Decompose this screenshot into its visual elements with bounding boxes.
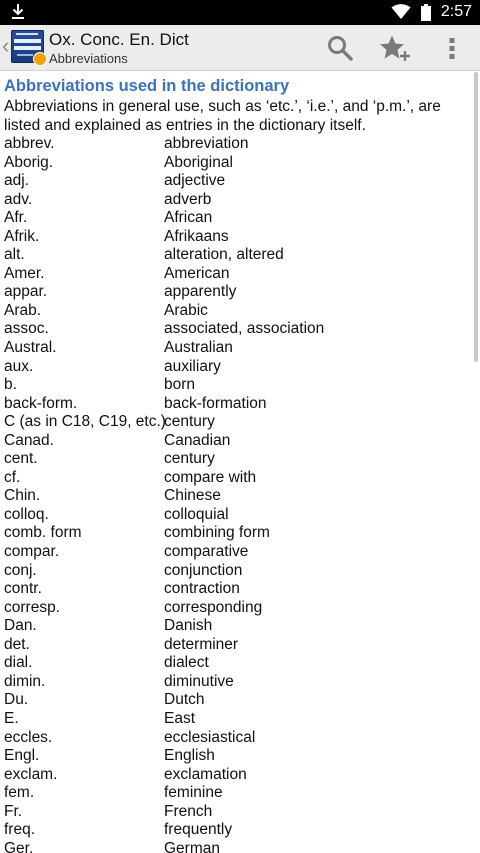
- abbreviation-term: Chin.: [4, 487, 41, 505]
- abbreviation-meaning: German: [164, 839, 220, 853]
- abbreviation-term: Ger.: [4, 839, 34, 853]
- page-subtitle: Abbreviations: [49, 51, 128, 66]
- abbreviation-term: Afrik.: [4, 227, 40, 245]
- abbreviation-term: back-form.: [4, 394, 78, 412]
- abbreviation-meaning: abbreviation: [164, 135, 249, 152]
- abbreviation-meaning: feminine: [164, 784, 223, 802]
- abbreviation-meaning: exclamation: [164, 765, 247, 783]
- abbreviation-meaning: alteration, altered: [164, 246, 284, 264]
- abbreviation-meaning: Aboriginal: [164, 153, 233, 171]
- abbreviation-term: Afr.: [4, 209, 28, 227]
- abbreviation-meaning: determiner: [164, 635, 239, 653]
- abbreviation-row: [0, 617, 472, 636]
- abbreviation-term: Du.: [4, 691, 29, 709]
- abbreviation-term: corresp.: [4, 598, 60, 616]
- abbreviation-meaning: century: [164, 413, 215, 431]
- abbreviation-meaning: diminutive: [164, 672, 234, 690]
- abbreviation-meaning: Arabic: [164, 301, 208, 319]
- abbreviation-row: [0, 395, 472, 414]
- status-bar: [0, 0, 480, 25]
- abbreviation-term: colloq.: [4, 505, 49, 523]
- abbreviation-row: [0, 246, 472, 265]
- battery-icon: [421, 4, 431, 21]
- abbreviation-term: E.: [4, 709, 19, 727]
- abbreviation-meaning: dialect: [164, 654, 209, 672]
- app-title: Ox. Conc. En. Dict: [49, 30, 189, 49]
- app-bar: [0, 25, 480, 71]
- abbreviation-term: exclam.: [4, 765, 58, 783]
- abbreviation-meaning: adjective: [164, 172, 226, 190]
- abbreviation-row: [0, 562, 472, 581]
- abbreviation-meaning: combining form: [164, 524, 270, 542]
- abbreviation-meaning: back-formation: [164, 394, 267, 412]
- abbreviation-term: C (as in C18, C19, etc.): [4, 413, 166, 431]
- abbreviation-row: [0, 654, 472, 673]
- abbreviation-term: abbrev.: [4, 135, 55, 152]
- abbreviation-row: [0, 154, 472, 173]
- abbreviation-term: freq.: [4, 821, 36, 839]
- abbreviation-term: aux.: [4, 357, 34, 375]
- abbreviation-meaning: English: [164, 747, 215, 765]
- abbreviation-row: [0, 710, 472, 729]
- abbreviation-term: conj.: [4, 561, 37, 579]
- abbreviation-meaning: associated, association: [164, 320, 325, 338]
- abbreviation-term: cf.: [4, 468, 21, 486]
- abbreviation-term: contr.: [4, 580, 42, 598]
- dictionary-logo-icon[interactable]: [11, 30, 44, 63]
- abbreviation-meaning: compare with: [164, 468, 257, 486]
- abbreviation-term: Amer.: [4, 264, 45, 282]
- abbreviation-meaning: frequently: [164, 821, 233, 839]
- abbreviation-row: [0, 691, 472, 710]
- abbreviation-row: [0, 358, 472, 377]
- abbreviation-row: [0, 506, 472, 525]
- abbreviation-meaning: born: [164, 376, 196, 394]
- abbreviation-term: Canad.: [4, 431, 54, 449]
- abbreviation-row: [0, 450, 472, 469]
- scrollbar[interactable]: [474, 72, 478, 362]
- abbreviation-term: Aborig.: [4, 153, 54, 171]
- abbreviation-meaning: American: [164, 264, 230, 282]
- abbreviation-meaning: conjunction: [164, 561, 243, 579]
- abbreviation-row: [0, 469, 472, 488]
- abbreviation-list: [0, 135, 472, 853]
- add-bookmark-star-icon[interactable]: [379, 34, 411, 62]
- abbreviation-meaning: auxiliary: [164, 357, 221, 375]
- abbreviation-meaning: French: [164, 802, 213, 820]
- abbreviation-row: [0, 599, 472, 618]
- abbreviation-term: compar.: [4, 543, 60, 561]
- abbreviation-row: [0, 376, 472, 395]
- abbreviation-term: dial.: [4, 654, 33, 672]
- abbreviation-row: [0, 339, 472, 358]
- abbreviation-term: fem.: [4, 784, 35, 802]
- abbreviation-term: cent.: [4, 450, 38, 468]
- back-chevron-icon[interactable]: ‹: [2, 33, 10, 58]
- abbreviations-content[interactable]: [0, 71, 472, 853]
- abbreviation-term: Austral.: [4, 339, 57, 357]
- abbreviation-term: adj.: [4, 172, 29, 190]
- abbreviation-meaning: Dutch: [164, 691, 205, 709]
- abbreviation-meaning: Canadian: [164, 431, 231, 449]
- abbreviation-term: det.: [4, 635, 30, 653]
- abbreviation-meaning: Chinese: [164, 487, 221, 505]
- abbreviation-row: [0, 729, 472, 748]
- download-icon: [10, 3, 26, 21]
- abbreviation-term: comb. form: [4, 524, 82, 542]
- abbreviation-row: [0, 636, 472, 655]
- abbreviation-term: Engl.: [4, 747, 40, 765]
- abbreviation-row: [0, 487, 472, 506]
- abbreviation-meaning: Australian: [164, 339, 233, 357]
- abbreviation-term: Dan.: [4, 617, 37, 635]
- abbreviation-row: [0, 302, 472, 321]
- abbreviation-term: alt.: [4, 246, 25, 264]
- abbreviation-row: [0, 265, 472, 284]
- abbreviation-term: adv.: [4, 190, 33, 208]
- abbreviation-meaning: African: [164, 209, 213, 227]
- abbreviation-meaning: East: [164, 709, 196, 727]
- abbreviation-row: [0, 524, 472, 543]
- wifi-icon: [391, 4, 411, 20]
- abbreviation-meaning: adverb: [164, 190, 212, 208]
- abbreviation-row: [0, 766, 472, 785]
- abbreviation-meaning: contraction: [164, 580, 240, 598]
- abbreviation-row: [0, 543, 472, 562]
- abbreviation-row: [0, 580, 472, 599]
- abbreviation-term: assoc.: [4, 320, 49, 338]
- overflow-menu-icon[interactable]: [440, 34, 464, 62]
- abbreviation-row: [0, 320, 472, 339]
- abbreviation-row: [0, 840, 472, 853]
- abbreviation-row: [0, 803, 472, 822]
- abbreviation-meaning: colloquial: [164, 505, 229, 523]
- abbreviation-row: [0, 209, 472, 228]
- abbreviation-row: [0, 283, 472, 302]
- abbreviation-meaning: apparently: [164, 283, 237, 301]
- abbreviation-term: b.: [4, 376, 17, 394]
- abbreviation-term: appar.: [4, 283, 48, 301]
- intro-paragraph: Abbreviations in general use, such as ‘etc.’, ‘i.e.’, and ‘p.m.’, are listed and explained as entries in the dictionary itself.: [4, 98, 441, 134]
- abbreviation-row: [0, 432, 472, 451]
- abbreviation-term: dimin.: [4, 672, 46, 690]
- abbreviation-meaning: Afrikaans: [164, 227, 229, 245]
- abbreviation-meaning: century: [164, 450, 215, 468]
- abbreviation-row: [0, 172, 472, 191]
- abbreviation-term: Arab.: [4, 301, 42, 319]
- abbreviation-row: [0, 228, 472, 247]
- abbreviation-meaning: comparative: [164, 543, 249, 561]
- abbreviation-row: [0, 673, 472, 692]
- abbreviation-term: Fr.: [4, 802, 23, 820]
- status-time: 2:57: [440, 3, 472, 20]
- abbreviation-meaning: corresponding: [164, 598, 263, 616]
- abbreviation-row: [0, 135, 472, 154]
- section-heading: Abbreviations used in the dictionary: [4, 77, 290, 95]
- abbreviation-row: [0, 747, 472, 766]
- abbreviation-term: eccles.: [4, 728, 53, 746]
- abbreviation-row: [0, 821, 472, 840]
- abbreviation-meaning: Danish: [164, 617, 213, 635]
- abbreviation-meaning: ecclesiastical: [164, 728, 256, 746]
- abbreviation-row: [0, 191, 472, 210]
- abbreviation-row: [0, 413, 472, 432]
- search-icon[interactable]: [326, 34, 354, 62]
- abbreviation-row: [0, 784, 472, 803]
